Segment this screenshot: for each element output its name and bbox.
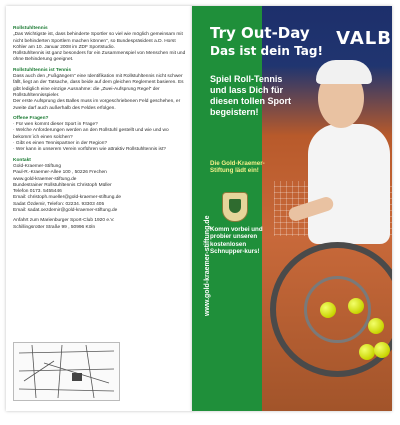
section-rollstuhltennis bbox=[13, 26, 187, 64]
text-column bbox=[13, 26, 187, 231]
website-url[interactable]: www.gold-kraemer-stiftung.de bbox=[204, 215, 211, 316]
player-shirt bbox=[308, 124, 390, 244]
invite-text: Die Gold-Kraemer-Stiftung lädt ein! bbox=[210, 160, 265, 175]
contact-line: Gold-Kraemer-Stiftung bbox=[13, 163, 61, 169]
flyer-cover-panel bbox=[192, 6, 392, 411]
section-heading: Rollstuhltennis ist Tennis bbox=[13, 67, 72, 73]
title-line-2: Das ist dein Tag! bbox=[210, 44, 323, 58]
paragraph: Der erste Aufsprung des Balles muss im vorgeschriebenen Feld geschehen, er zweite darf auch außerhalb des Feldes erfolgen. bbox=[13, 99, 181, 111]
crest-icon bbox=[222, 192, 248, 222]
section-contact bbox=[13, 158, 187, 215]
address-line: Anfahrt zum Marienburger Sport-Club 1920 e.V. bbox=[13, 218, 115, 224]
tennis-ball-icon bbox=[374, 342, 390, 358]
contact-link[interactable]: www.gold-kraemer-stiftung.de bbox=[13, 176, 77, 182]
section-tennis bbox=[13, 68, 187, 112]
paragraph: Dass auch den „Fußgängern“ eine Identifikation mit Rollstuhltennis nicht schwer fällt, liegt an der Tatsache, dass beide auf dem gleichen Reglement basieren. Es gibt lediglich eine einzige Ausnahme: die „Zwei-Aufsprung Regel“ der Rollstuhltennisspieler. bbox=[13, 74, 184, 98]
contact-line: Bundestrainer Rollstuhltennis Christoph Müller bbox=[13, 182, 112, 188]
list-item: · Für wen kommt dieser Sport in Frage? bbox=[13, 122, 98, 128]
list-item: · Welche Anforderungen werden an den Rollstuhl gestellt und wie und wo bekomm´ich einen solchen? bbox=[13, 128, 169, 140]
section-questions bbox=[13, 116, 187, 154]
contact-line: Sadat Özdemir, Telefon: 02234. 93303 405 bbox=[13, 201, 105, 207]
call-to-action: Komm vorbei und probier unseren kostenlosen Schnupper-kurs! bbox=[210, 226, 263, 256]
section-address bbox=[13, 218, 187, 231]
paragraph: Rollstuhltennis ist ganz besonders für ein Zusammenspiel von Menschen mit und ohne Behinderung geeignet. bbox=[13, 51, 186, 63]
map-icon bbox=[14, 343, 119, 400]
section-heading: Offene Fragen? bbox=[13, 115, 49, 121]
banner-lettering: VALB bbox=[336, 28, 392, 49]
section-heading: Kontakt bbox=[13, 157, 31, 163]
section-heading: Rollstuhltennis bbox=[13, 26, 48, 31]
title-line-1: Try Out-Day bbox=[210, 24, 310, 42]
tennis-ball-icon bbox=[348, 298, 364, 314]
list-item: · Wer kann in unserem Verein vorführen wie attraktiv Rollstuhltennis ist? bbox=[13, 147, 166, 153]
player-cap bbox=[316, 60, 372, 84]
contact-line: Paul-R.-Kraemer-Allee 100 , 50226 Frechen bbox=[13, 170, 107, 176]
contact-line: Telefon 0173. 5455446 bbox=[13, 189, 62, 195]
contact-email[interactable]: Email: sadat.oezdemir@gold-kraemer-stiftung.de bbox=[13, 208, 118, 214]
questions-list bbox=[13, 122, 187, 153]
paragraph: „Das Wichtigste ist, dass behinderte Sportler so viel wie möglich gemeinsam mit nicht behinderten Sportlern machen können“, so Bundespräsident a.D. Horst Köhler am 10. Januar 2008 im ZDF Sportstudio. bbox=[13, 32, 183, 50]
tennis-ball-icon bbox=[368, 318, 384, 334]
tennis-ball-icon bbox=[359, 344, 375, 360]
flyer-back-panel bbox=[6, 6, 193, 411]
contact-email[interactable]: Email: christoph.mueller@gold-kraemer-stiftung.de bbox=[13, 195, 122, 201]
cover-slogan: Spiel Roll-Tennis und lass Dich für diesen tollen Sport begeistern! bbox=[210, 74, 292, 117]
address-line: Schillingsrotter Straße 99 , 50996 Köln bbox=[13, 224, 96, 230]
directions-map bbox=[13, 342, 120, 401]
tennis-ball-icon bbox=[320, 302, 336, 318]
list-item: · Gibt es einen Tennispartner in der Region? bbox=[13, 141, 108, 147]
